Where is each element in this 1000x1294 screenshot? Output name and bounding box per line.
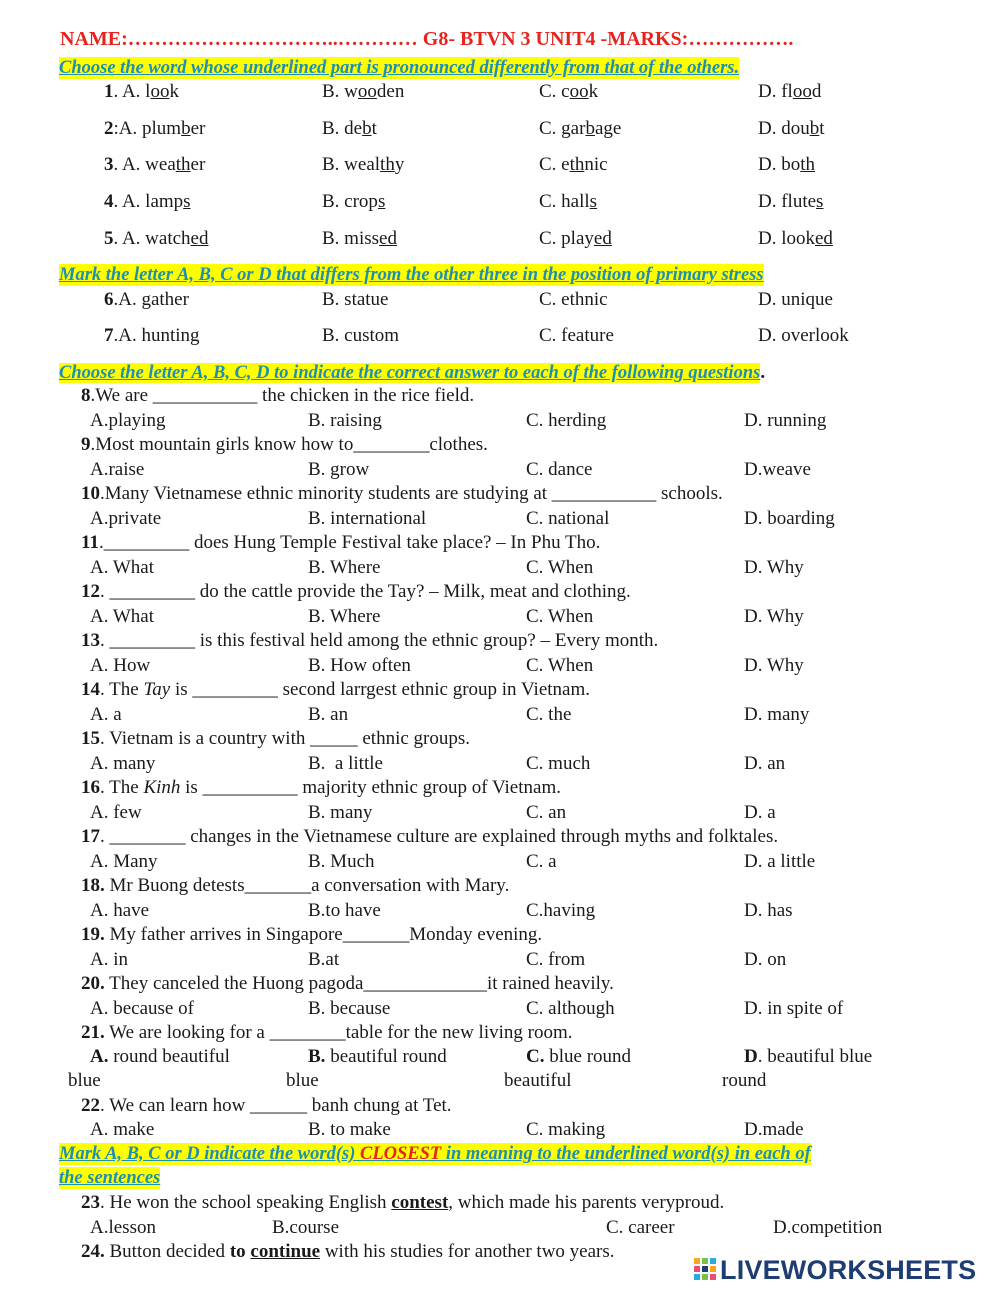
question-stem: 13. _________ is this festival held among the ethnic group? – Every month. <box>81 630 659 651</box>
option-b[interactable]: B. missed <box>322 228 397 249</box>
option-d[interactable]: D.made <box>744 1119 804 1140</box>
section-instruction-synonyms-cont: the sentences <box>59 1168 161 1188</box>
option-d[interactable]: D.weave <box>744 459 811 480</box>
option-d[interactable]: D. flood <box>758 81 822 102</box>
option-b[interactable]: B. many <box>308 802 373 823</box>
option-d[interactable]: D. an <box>744 753 786 774</box>
option-d[interactable]: D. looked <box>758 228 833 249</box>
question-stem: 12. _________ do the cattle provide the Tay? – Milk, meat and clothing. <box>81 581 631 602</box>
option-b[interactable]: B.to have <box>308 900 381 921</box>
option-a[interactable]: A. a <box>90 704 122 725</box>
option-b[interactable]: B. debt <box>322 118 377 139</box>
option-c[interactable]: C. played <box>539 228 612 249</box>
option-c[interactable]: C. making <box>526 1119 606 1140</box>
option-a[interactable]: A. few <box>90 802 142 823</box>
question-stem: 16. The Kinh is __________ majority ethnic group of Vietnam. <box>81 777 561 798</box>
option-b-wrap: blue <box>286 1070 319 1091</box>
option-a[interactable]: A. Many <box>90 851 158 872</box>
section-instruction-mcq: Choose the letter A, B, C, D to indicate the correct answer to each of the following questions. <box>59 362 766 383</box>
option-c[interactable]: C. career <box>606 1217 675 1238</box>
option-b[interactable]: B. custom <box>322 325 400 346</box>
option-d[interactable]: D. overlook <box>758 325 849 346</box>
option-b[interactable]: B.at <box>308 949 340 970</box>
question-stem: 17. ________ changes in the Vietnamese culture are explained through myths and folktales. <box>81 826 779 847</box>
option-d[interactable]: D. doubt <box>758 118 825 139</box>
option-d[interactable]: D. both <box>758 154 816 175</box>
question-stem: 10.Many Vietnamese ethnic minority students are studying at ___________ schools. <box>81 483 723 504</box>
option-b[interactable]: B. because <box>308 998 391 1019</box>
option-c[interactable]: C. an <box>526 802 567 823</box>
section-instruction-stress: Mark the letter A, B, C or D that differs from the other three in the position of primary stress <box>59 265 764 285</box>
option-b[interactable]: B. grow <box>308 459 370 480</box>
option-b[interactable]: B.course <box>272 1217 340 1238</box>
option-d[interactable]: D. many <box>744 704 810 725</box>
question-number: 3 <box>104 154 114 175</box>
option-d[interactable]: D. Why <box>744 655 804 676</box>
option-b[interactable]: B. crops <box>322 191 386 212</box>
option-d[interactable]: D. running <box>744 410 827 431</box>
option-c-wrap: beautiful <box>504 1070 572 1091</box>
option-a[interactable]: A. many <box>90 753 156 774</box>
option-c[interactable]: C. blue round <box>526 1046 632 1067</box>
option-b[interactable]: B. a little <box>308 753 383 774</box>
option-b[interactable]: B. beautiful round <box>308 1046 447 1067</box>
option-d[interactable]: D. has <box>744 900 793 921</box>
question-stem: 8.We are ___________ the chicken in the rice field. <box>81 385 475 406</box>
option-c[interactable]: C. ethnic <box>539 289 608 310</box>
option-a[interactable]: A.lesson <box>90 1217 156 1238</box>
option-a[interactable]: A. What <box>90 606 155 627</box>
question-stem: 14. The Tay is _________ second larrgest ethnic group in Vietnam. <box>81 679 590 700</box>
option-c[interactable]: C. cook <box>539 81 599 102</box>
option-a-wrap: blue <box>68 1070 101 1091</box>
option-a[interactable]: A. round beautiful <box>90 1046 230 1067</box>
question-number: 1 <box>104 81 114 102</box>
option-a[interactable]: A. because of <box>90 998 194 1019</box>
question-stem: 21. We are looking for a ________table for the new living room. <box>81 1022 573 1043</box>
option-d-wrap: round <box>722 1070 767 1091</box>
option-b[interactable]: B. statue <box>322 289 389 310</box>
option-d[interactable]: D. on <box>744 949 787 970</box>
option-d[interactable]: D. Why <box>744 557 804 578</box>
question-stem: 20. They canceled the Huong pagoda_____________it rained heavily. <box>81 973 614 994</box>
section-instruction-pronunciation: Choose the word whose underlined part is pronounced differently from that of the others. <box>59 58 740 78</box>
liveworksheets-logo-icon <box>694 1258 716 1282</box>
option-c[interactable]: C. feature <box>539 325 614 346</box>
question-number: 7 <box>104 325 114 346</box>
option-c[interactable]: C. When <box>526 606 594 627</box>
question-number: 2 <box>104 118 114 139</box>
question-number: 4 <box>104 191 114 212</box>
option-b[interactable]: B. Much <box>308 851 375 872</box>
option-c[interactable]: C.having <box>526 900 596 921</box>
option-a[interactable]: A. in <box>90 949 128 970</box>
liveworksheets-logo-text: LIVEWORKSHEETS <box>720 1255 977 1285</box>
question-stem: 19. My father arrives in Singapore_______Monday evening. <box>81 924 543 945</box>
option-a[interactable]: A.private <box>90 508 162 529</box>
option-c[interactable]: C. When <box>526 655 594 676</box>
option-a[interactable]: A.raise <box>90 459 145 480</box>
option-c[interactable]: C. dance <box>526 459 593 480</box>
option-a[interactable]: A. have <box>90 900 150 921</box>
question-stem: 18. Mr Buong detests_______a conversation with Mary. <box>81 875 510 896</box>
question-number: 5 <box>104 228 114 249</box>
question-stem: 23. He won the school speaking English contest, which made his parents veryproud. <box>81 1192 725 1213</box>
option-b[interactable]: B. an <box>308 704 349 725</box>
option-c[interactable]: C. the <box>526 704 572 725</box>
option-b[interactable]: B. wealthy <box>322 154 405 175</box>
option-c[interactable]: C. although <box>526 998 615 1019</box>
option-a[interactable]: A.playing <box>90 410 166 431</box>
option-d[interactable]: D. unique <box>758 289 833 310</box>
option-b[interactable]: B. to make <box>308 1119 391 1140</box>
option-d[interactable]: D. in spite of <box>744 998 844 1019</box>
option-a[interactable]: A. What <box>90 557 155 578</box>
option-c[interactable]: C. much <box>526 753 591 774</box>
option-d[interactable]: D. boarding <box>744 508 835 529</box>
section-instruction-synonyms: Mark A, B, C or D indicate the word(s) CLOSEST in meaning to the underlined word(s) in each of <box>59 1144 811 1164</box>
option-c[interactable]: C. a <box>526 851 557 872</box>
option-b[interactable]: B. Where <box>308 606 381 627</box>
option-b[interactable]: B. How often <box>308 655 411 676</box>
option-c[interactable]: C. national <box>526 508 610 529</box>
option-c[interactable]: C. garbage <box>539 118 622 139</box>
option-d[interactable]: D. Why <box>744 606 804 627</box>
option-d[interactable]: D.competition <box>773 1217 883 1238</box>
option-d[interactable]: D. a little <box>744 851 816 872</box>
option-a[interactable]: A. How <box>90 655 151 676</box>
question-stem: 9.Most mountain girls know how to________clothes. <box>81 434 488 455</box>
question-stem: 11._________ does Hung Temple Festival take place? – In Phu Tho. <box>81 532 601 553</box>
option-d[interactable]: D. beautiful blue <box>744 1046 873 1067</box>
question-number: 6 <box>104 289 114 310</box>
option-b[interactable]: B. Where <box>308 557 381 578</box>
option-a[interactable]: A. make <box>90 1119 155 1140</box>
option-d[interactable]: D. a <box>744 802 776 823</box>
option-c[interactable]: C. herding <box>526 410 607 431</box>
question-stem: 22. We can learn how ______ banh chung at Tet. <box>81 1095 452 1116</box>
liveworksheets-logo[interactable] <box>694 1255 990 1285</box>
option-c[interactable]: C. When <box>526 557 594 578</box>
question-stem: 24. Button decided to continue with his studies for another two years. <box>81 1241 615 1262</box>
option-c[interactable]: C. ethnic <box>539 154 608 175</box>
question-stem: 15. Vietnam is a country with _____ ethnic groups. <box>81 728 471 749</box>
worksheet-title: NAME:…………………………..………… G8- BTVN 3 UNIT4 -MARKS:……………. <box>60 28 794 50</box>
option-b[interactable]: B. raising <box>308 410 382 431</box>
option-b[interactable]: B. international <box>308 508 427 529</box>
option-d[interactable]: D. flutes <box>758 191 824 212</box>
option-b[interactable]: B. wooden <box>322 81 405 102</box>
option-c[interactable]: C. from <box>526 949 586 970</box>
option-c[interactable]: C. halls <box>539 191 598 212</box>
